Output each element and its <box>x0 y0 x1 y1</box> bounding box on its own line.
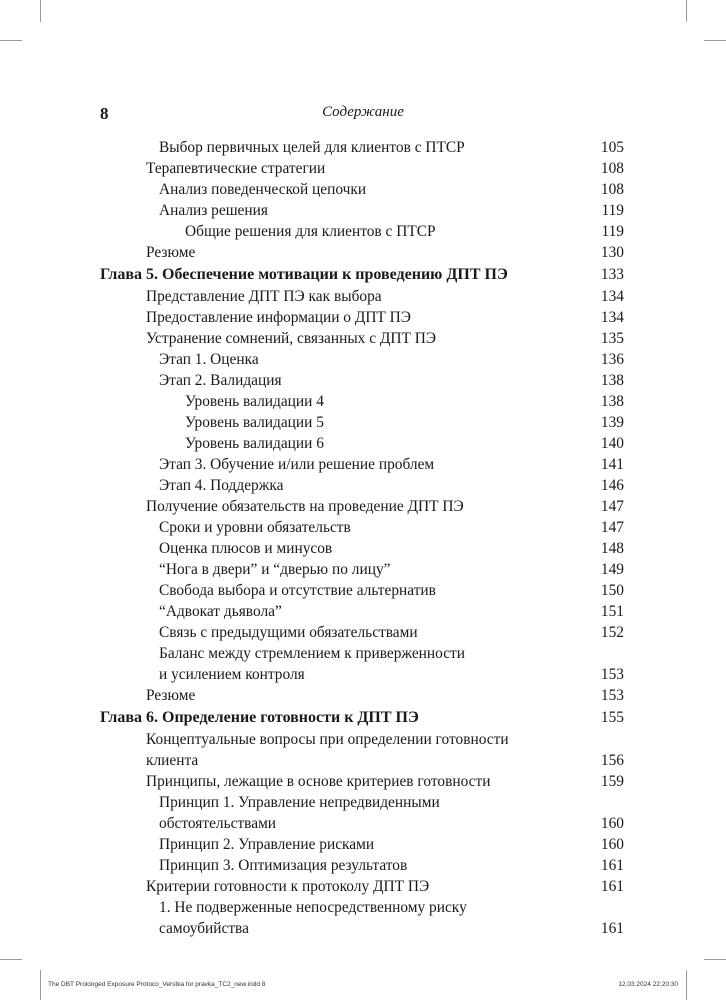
toc-entry-page: 136 <box>600 351 624 368</box>
toc-entry <box>100 918 624 939</box>
toc-entry-page: 147 <box>600 519 624 536</box>
toc-entry <box>100 179 624 200</box>
toc-chapter <box>100 264 624 286</box>
toc-entry-page: 133 <box>600 266 624 283</box>
toc-entry <box>100 876 624 897</box>
toc-entry <box>100 792 624 813</box>
toc-entry-title: обстоятельствами <box>159 815 277 832</box>
toc-entry-title: Принципы, лежащие в основе критериев готовности <box>146 773 491 790</box>
toc-entry <box>100 643 624 664</box>
toc-entry-title: Общие решения для клиентов с ПТСР <box>185 223 436 240</box>
toc-entry-title: “Нога в двери” и “дверью по лицу” <box>159 561 391 578</box>
toc-entry-page: 161 <box>600 920 624 937</box>
toc-entry <box>100 855 624 876</box>
toc-entry-page: 119 <box>601 202 624 219</box>
toc-entry-title: Терапевтические стратегии <box>146 160 326 177</box>
toc-entry-title: Глава 6. Определение готовности к ДПТ ПЭ <box>100 709 419 726</box>
toc-entry <box>100 580 624 601</box>
crop-mark <box>40 0 41 22</box>
toc-entry-title: и усилением контроля <box>159 666 305 683</box>
footer-file: The DBT Prolonged Exposure Protoco_Verstka for pravka_TC2_new.indd 8 <box>48 981 266 988</box>
toc-entry-page: 134 <box>600 309 624 326</box>
toc-entry <box>100 771 624 792</box>
toc-entry <box>100 538 624 559</box>
toc-entry-page: 119 <box>601 223 624 240</box>
toc-entry <box>100 454 624 475</box>
toc-entry-title: Резюме <box>146 244 196 261</box>
toc-entry <box>100 496 624 517</box>
toc-entry-title: Резюме <box>146 687 196 704</box>
toc-entry <box>100 221 624 242</box>
crop-mark <box>704 959 726 960</box>
toc-entry-title: Этап 3. Обучение и/или решение проблем <box>159 456 435 473</box>
toc-entry-page: 159 <box>600 773 624 790</box>
toc-entry-page: 147 <box>600 498 624 515</box>
toc-entry-title: 1. Не подверженные непосредственному риску <box>159 899 467 916</box>
toc-entry-title: “Адвокат дьявола” <box>159 603 282 620</box>
toc-entry <box>100 328 624 349</box>
toc-entry-page: 151 <box>600 603 624 620</box>
toc-entry <box>100 349 624 370</box>
toc-entry-title: Свобода выбора и отсутствие альтернатив <box>159 582 436 599</box>
toc-entry <box>100 559 624 580</box>
toc-entry-page: 138 <box>600 372 624 389</box>
toc-entry-page: 105 <box>600 139 624 156</box>
toc-entry-title: Этап 2. Валидация <box>159 372 282 389</box>
toc-entry-title: Концептуальные вопросы при определении готовности <box>146 731 509 748</box>
toc-entry-page: 108 <box>600 181 624 198</box>
toc-entry-title: клиента <box>146 752 199 769</box>
toc-entry-title: Сроки и уровни обязательств <box>159 519 351 536</box>
crop-mark <box>0 959 22 960</box>
toc-entry-title: Баланс между стремлением к приверженности <box>159 645 466 662</box>
toc-entry <box>100 729 624 750</box>
toc-entry <box>100 137 624 158</box>
toc-entry <box>100 813 624 834</box>
toc-entry-title: Уровень валидации 6 <box>185 435 324 452</box>
toc-entry <box>100 242 624 263</box>
toc-entry-title: Получение обязательств на проведение ДПТ ПЭ <box>146 498 464 515</box>
footer-datetime: 12.03.2024 22:20:30 <box>618 981 678 988</box>
toc-entry-page: 150 <box>600 582 624 599</box>
toc-entry-title: Представление ДПТ ПЭ как выбора <box>146 288 382 305</box>
toc-entry <box>100 475 624 496</box>
toc-entry-page: 146 <box>600 477 624 494</box>
toc-entry-page: 134 <box>600 288 624 305</box>
toc-entry-title: Принцип 1. Управление непредвиденными <box>159 794 440 811</box>
toc-entry-page: 149 <box>600 561 624 578</box>
toc-entry <box>100 664 624 685</box>
running-title: Содержание <box>322 104 404 120</box>
toc-entry <box>100 834 624 855</box>
crop-mark <box>704 40 726 41</box>
page-number: 8 <box>100 104 109 123</box>
toc-entry-page: 139 <box>600 414 624 431</box>
toc-entry <box>100 601 624 622</box>
toc-entry-page: 141 <box>600 456 624 473</box>
toc-entry-page: 161 <box>600 857 624 874</box>
toc-entry-title: Этап 4. Поддержка <box>159 477 284 494</box>
toc-entry <box>100 685 624 706</box>
toc-entry-page: 155 <box>600 709 624 726</box>
toc-entry-title: Уровень валидации 5 <box>185 414 324 431</box>
toc-entry-title: Этап 1. Оценка <box>159 351 259 368</box>
toc-entry-page: 140 <box>600 435 624 452</box>
toc-entry <box>100 391 624 412</box>
toc-entry-title: Анализ поведенческой цепочки <box>159 181 367 198</box>
toc-entry <box>100 200 624 221</box>
toc-entry-page: 156 <box>600 752 624 769</box>
crop-mark <box>40 970 41 1000</box>
toc-entry-title: Оценка плюсов и минусов <box>159 540 333 557</box>
toc-entry <box>100 307 624 328</box>
toc-entry-title: Критерии готовности к протоколу ДПТ ПЭ <box>146 878 430 895</box>
page-header <box>0 104 726 126</box>
toc-entry-title: Глава 5. Обеспечение мотивации к проведению ДПТ ПЭ <box>100 266 508 283</box>
toc-entry-page: 130 <box>600 244 624 261</box>
toc-entry-page: 108 <box>600 160 624 177</box>
toc-entry <box>100 622 624 643</box>
toc-entry-page: 160 <box>600 815 624 832</box>
toc-entry-title: Принцип 2. Управление рисками <box>159 836 375 853</box>
toc-entry-title: Устранение сомнений, связанных с ДПТ ПЭ <box>146 330 437 347</box>
toc-entry-title: Принцип 3. Оптимизация результатов <box>159 857 408 874</box>
toc-entry <box>100 370 624 391</box>
toc-entry <box>100 433 624 454</box>
toc-entry-page: 161 <box>600 878 624 895</box>
toc-entry-title: Уровень валидации 4 <box>185 393 324 410</box>
toc-entry-page: 152 <box>600 624 624 641</box>
toc-entry-page: 148 <box>600 540 624 557</box>
toc-entry <box>100 750 624 771</box>
toc-entry <box>100 412 624 433</box>
toc-entry <box>100 517 624 538</box>
toc-entry-page: 160 <box>600 836 624 853</box>
toc-entry-page: 153 <box>600 687 624 704</box>
table-of-contents <box>100 137 624 939</box>
toc-entry-title: Анализ решения <box>159 202 268 219</box>
toc-entry-page: 135 <box>600 330 624 347</box>
toc-entry <box>100 286 624 307</box>
toc-entry-page: 138 <box>600 393 624 410</box>
toc-chapter <box>100 707 624 729</box>
toc-entry-title: Предоставление информации о ДПТ ПЭ <box>146 309 411 326</box>
toc-entry-title: Выбор первичных целей для клиентов с ПТСР <box>159 139 465 156</box>
toc-entry <box>100 897 624 918</box>
crop-mark <box>686 970 687 1000</box>
toc-entry-title: Связь с предыдущими обязательствами <box>159 624 418 641</box>
toc-entry-page: 153 <box>600 666 624 683</box>
crop-mark <box>0 40 22 41</box>
toc-entry <box>100 158 624 179</box>
toc-entry-title: самоубийства <box>159 920 249 937</box>
crop-mark <box>686 0 687 22</box>
